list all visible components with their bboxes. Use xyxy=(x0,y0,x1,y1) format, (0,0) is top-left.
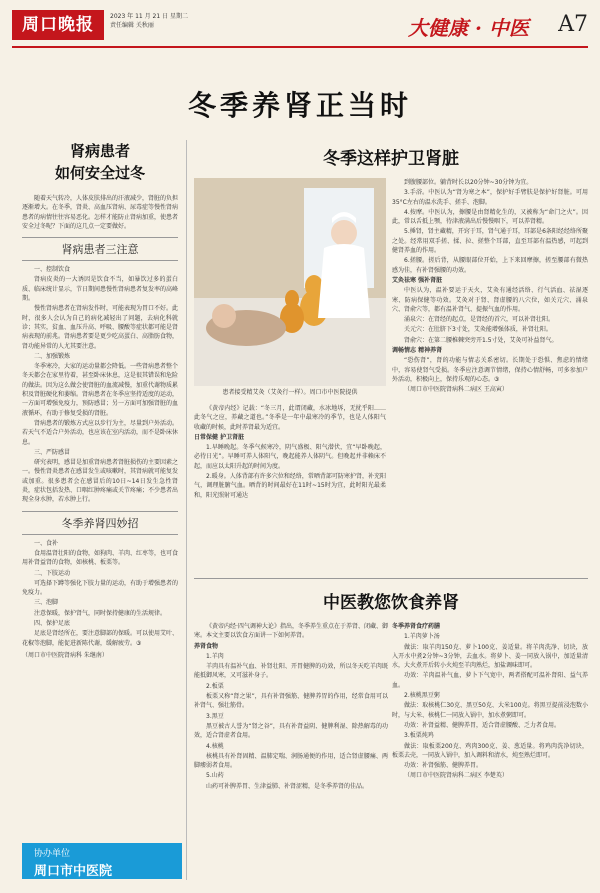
paragraph: 2.核桃黑豆粥 xyxy=(404,692,440,700)
left-intro xyxy=(22,194,178,231)
paragraph: 3.板栗炖鸡 xyxy=(404,732,434,740)
left-title-line2: 如何安全过冬 xyxy=(54,164,145,182)
right-article-1-title: 冬季这样护卫肾脏 xyxy=(323,149,459,169)
paragraph: 黑豆被古人誉为“肾之谷”，具有补肾益阴、健脾利湿、除热解毒的功效，适合肾虚者食用。 xyxy=(194,722,388,740)
sponsor-name: 周口市中医院 xyxy=(34,864,113,879)
left-title-line1: 肾病患者 xyxy=(69,142,130,160)
sponsor-label: 协办单位 xyxy=(34,849,71,859)
article-divider xyxy=(194,578,588,579)
paragraph: 二、加强锻炼 xyxy=(34,352,71,360)
left-section-1-body xyxy=(22,265,178,504)
paragraph: 1.羊肉 xyxy=(206,652,224,660)
paragraph: 四、保护足底 xyxy=(34,619,71,627)
paragraph: 做法：取板栗200克、鸡肉300克、姜、葱适量。将鸡肉洗净切块，板栗去壳，一同放入锅中，加入调料和清水，炖至熟烂即可。 xyxy=(392,742,588,759)
page-main-title: 冬季养肾正当时 xyxy=(187,89,412,122)
paragraph: 1.早睡晚起。冬季气候寒冷，阴气盛极、阳气潜伏，宜“早卧晚起，必待日光”。早睡可养人体阳气，晚起能养人体阴气。但晚起并非赖床不起，而应以太阳升起的时间为度。 xyxy=(194,444,386,470)
paragraph: 冬季寒冷，大家的运动量都会降低。一些肾病患者整个冬天都会在家里待着，甚至卧床休息，这是很其错误和危险的做法。因为这么做会使肾脏的血流减慢，加重代谢物质累积及肾脏硬化和萎缩。肾病患者在冬季应坚持适度的运动，一方面可增强免疫力，预防感冒；另一方面可加强肾脏的血液循环，有助于修复受损的肾脏。 xyxy=(22,363,179,417)
issue-date: 2023 年 11 月 21 日 星期二 xyxy=(110,13,188,20)
photo-illustration xyxy=(194,178,386,386)
left-section-1-title: 肾病患者三注意 xyxy=(22,237,178,261)
page-number: A7 xyxy=(558,12,588,37)
paragraph: 一、食补 xyxy=(34,539,59,547)
paragraph: 足底是肾经所在，要注意脚部的保暖。可以使用艾叶、花椒等泡脚，能促进新陈代谢，缓解疲劳。③ xyxy=(22,630,179,647)
byline: （周口市中医院肾病科二病区 王高寅） xyxy=(404,386,508,394)
paragraph: 2.板栗 xyxy=(206,682,224,690)
paragraph: 可选择下蹲等强化下肢力量的运动，有助于增强患者的免疫力。 xyxy=(22,579,179,597)
left-section-2-body xyxy=(22,539,178,648)
byline: （周口市中医院肾病科二病区 李楚英） xyxy=(404,772,508,780)
paragraph: 注意保暖，保护肾气，同时保持健康的生活规律。 xyxy=(34,609,167,617)
column-divider xyxy=(186,140,187,880)
paragraph: 核桃具有补肾固精、温肺定喘、润肠通便的作用，适合肾虚腰痛、两脚痿弱者食用。 xyxy=(194,752,388,770)
paragraph: 三、泡脚 xyxy=(34,599,59,607)
paragraph: 《黄帝内经·四气调神大论》指出，冬季养生重点在于养肾、闭藏、御寒。本文主要以饮食方面讲一下如何养肾。 xyxy=(194,623,388,640)
paragraph: 3.黑豆 xyxy=(206,712,224,720)
paragraph: 5.山药 xyxy=(206,772,224,780)
paragraph: 到腹腰部位。躺背时长以20分钟~30分钟为宜。 xyxy=(404,179,533,186)
paragraph: 4.按摩。中医认为，擦腰是由肾精化生的，又被称为“命门之火”。因此，常以舌抵上颚，待津液满出后慢慢咽下，可以养肾精。 xyxy=(392,208,588,226)
paragraph: 板栗又称“肾之果”，具有补肾强筋、健脾养胃的作用，经常食用可以补肾气、强壮筋骨。 xyxy=(194,693,388,710)
paragraph: “恐伤肾”，肾的功能与情志关系密切。长期处于恐惧、焦虑的情绪中，容易使肾气受损。冬季应注意调节情绪，保持心情舒畅，可多参加户外活动，积极向上，保持乐观的心态。③ xyxy=(392,357,588,383)
paragraph: 食用温肾壮阳的食物，如狗肉、羊肉、红枣等，也可食用补肾益肾的食物，如核桃、板栗等。 xyxy=(22,549,179,567)
subheading: 调畅情志 精神养肾 xyxy=(392,347,443,355)
paragraph: 6.搓腰。搓后背，从腰眼部位开始，上下来回摩擦，搓至腰部有微热感为佳，有补肾强腰的功效。 xyxy=(392,257,588,274)
paragraph: 山药可补脾养胃、生津益肺、补肾涩精，是冬季养肾的佳品。 xyxy=(206,782,369,790)
header-divider xyxy=(12,46,588,48)
paragraph: 三、严防感冒 xyxy=(34,448,71,456)
paragraph: 5.捶肾，肾主藏精，开窍于耳，肾气通于耳，耳部是6条阳经经络所聚之处。经常用双手搓、揉、拉、搓整个耳部，直至耳部有温热感，可起到健肾养血的作用。 xyxy=(392,228,588,255)
paragraph: 慢性肾病患者在肾病发作时，可能表现为胃口不好。此时，很多人会认为自己的病化减轻出了问题，去病化科就诊；其实，贫血、血压升高、呼吸、腰酸等症状都可能是肾病表现的前兆。肾病患者要是更少吃高蛋白、高脂肪食物，肾功能异常的人尤其要注意。 xyxy=(22,305,179,350)
paragraph: 关元穴：在肚脐下3寸处，艾灸能增强体质，补肾壮阳。 xyxy=(404,326,552,334)
article-photo xyxy=(194,178,386,400)
issue-editor: 责任编辑 关秋丽 xyxy=(110,22,154,29)
paragraph: 一、控制饮食 xyxy=(34,266,71,274)
left-article xyxy=(22,140,178,659)
paragraph: 肾病皮炎的一大诱因是饮食不当，如暴饮过多的蛋白质、临床统计显示，节日期间患慢性肾病患者复发率的高峰期。 xyxy=(22,276,179,303)
paragraph: 做法：取羊肉150克、萝卜100克、姜适量。将羊肉洗净、切块，放入开水中煮2分钟~3分钟，去血水。将萝卜、姜一同放入锅中，加适量清水，大火煮开后转小火炖至羊肉熟烂，加盐调味即可。 xyxy=(392,643,588,670)
sponsor-box xyxy=(22,843,182,879)
paragraph: 研究表明，感冒是加重肾病患者肾脏损伤的主要因素之一。慢性肾炎患者在感冒发生或咳嗽时，其肾病就可能复发或加重。很多患者会在感冒后的10日~14日发生急性肾炎，症状包括发热、口咽红肿疼痛或关节疼痛；不少患者出现全身水肿，若水肿上行。 xyxy=(22,459,179,504)
paragraph: 4.核桃 xyxy=(206,742,224,750)
paragraph: 功效：羊肉温补气血，萝卜下气宽中，两者搭配可温补肾阳、益气养血。 xyxy=(392,672,588,689)
right-article-2-col-d xyxy=(392,622,588,782)
left-intro-text: 随着天气转冷，人体皮肤排出的汗液减少，肾脏的负担逐渐增大。在冬季，肾炎、高血压肾病、尿毒症等慢性肾病患者的病情往往容易恶化。怎样才能防止肾病加重，使患者安全过冬呢？下面的这几点一定要做好。 xyxy=(22,195,179,230)
right-article-1-col-b xyxy=(194,404,386,501)
paragraph: 《黄帝内经》记载：“冬三月，此谓闭藏，水冰地坼，无扰乎阳……此冬气之应，养藏之道也。”冬季是一年中最寒冷的季节，也是人体阳气收藏的时候，此时养肾最为适宜。 xyxy=(194,405,386,431)
paragraph: 涌泉穴：在肾经的起点，是肾经的首穴，可以补肾壮阳。 xyxy=(404,316,555,324)
section-title: 大健康 · 中医 xyxy=(408,16,529,40)
paragraph: 肾病患者的锻炼方式应以步行为主，尽量到户外活动。若天气不适合户外活动，也应该在室内活动，而不是卧床休息。 xyxy=(22,419,179,446)
masthead-logo: 周口晚报 xyxy=(12,10,104,40)
right-article-2-col-c xyxy=(194,622,388,792)
issue-info xyxy=(110,12,188,30)
right-article-1-col-a xyxy=(392,178,588,396)
paragraph: 1.羊肉萝卜汤 xyxy=(404,633,440,641)
subheading: 日常保健 护卫肾脏 xyxy=(194,433,245,441)
paragraph: 3.手浴。中医认为“肾为寒之本”，保护好手臂肤是保护好肾脏。可用35°C左右的温水洗手、搓手、泡脚。 xyxy=(392,189,588,206)
paragraph: 肾俞穴：在第二腰椎棘突旁开1.5寸处，艾灸可补益肾气。 xyxy=(404,336,558,344)
subheading: 艾灸祛寒 强补肾脏 xyxy=(392,276,443,284)
subheading: 冬季养肾食疗药膳 xyxy=(392,623,441,630)
paragraph: 中医认为，温补要运于天火，艾灸有通经活络、行气活血、祛湿逐寒、防病保健等功效。艾灸对于肾、肾虚腰的八穴位，如关元穴、涌泉穴、肾俞穴等，都有温补肾气、提振气血的作用。 xyxy=(392,287,588,313)
left-byline: （周口市中医院肾病科 朱继南） xyxy=(22,651,108,659)
photo-caption: 患者接受精艾灸（艾灸行一样）。周口市中医院提供 xyxy=(194,386,386,400)
paragraph: 做法：取核桃仁30克、黑豆50克、大米100克。将黑豆提前浸泡数小时，与大米、核桃仁一同放入锅中，加水煮粥即可。 xyxy=(392,702,588,719)
page-header xyxy=(12,8,588,48)
paragraph: 功效：补肾益精、健脾养胃，适合肾虚腰酸、乏力者食用。 xyxy=(404,721,561,729)
subheading: 养肾食物 xyxy=(194,642,219,650)
right-article-2-title: 中医教您饮食养肾 xyxy=(323,593,459,613)
paragraph: 羊肉具有温补气血、补肾壮阳、开胃健脾的功效，所以冬天吃羊肉既能抵御风寒，又可滋补身子。 xyxy=(194,663,388,680)
left-section-2-title: 冬季养肾四妙招 xyxy=(22,511,178,535)
paragraph: 功效：补肾强筋、健脾养胃。 xyxy=(404,762,483,770)
paragraph: 二、下肢运动 xyxy=(34,569,71,577)
paragraph: 2.暖身。人体背部有许多穴位和经络，常晒背部可防寒护肾，补充阳气，调理脏腑气血。晒背的时间最好在11时~15时为宜，此时阳光最柔和，阳光照射可通达 xyxy=(194,473,386,499)
